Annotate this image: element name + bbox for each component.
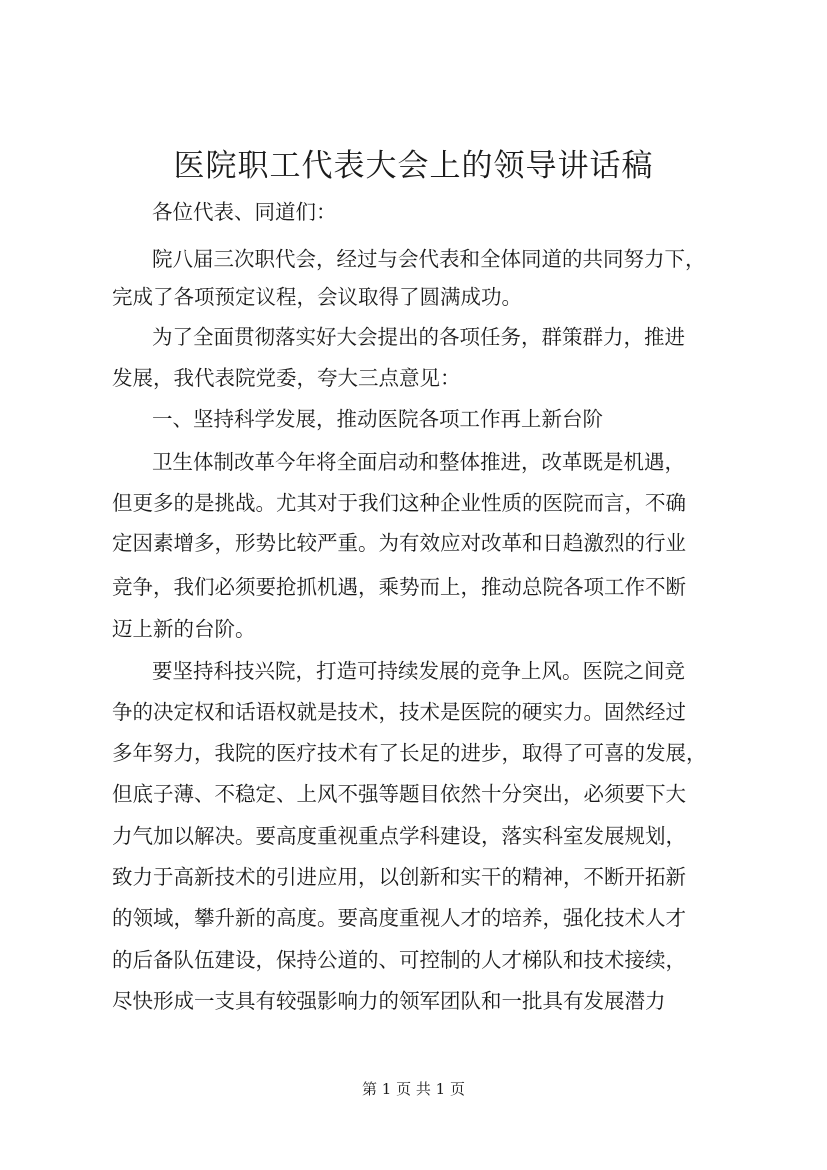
body-line: 为了全面贯彻落实好大会提出的各项任务，群策群力，推进: [152, 325, 685, 349]
section-heading: 一、坚持科学发展，推动医院各项工作再上新台阶: [152, 407, 603, 431]
page-number-footer: 第 1 页 共 1 页: [362, 1080, 465, 1098]
body-line: 各位代表、同道们：: [152, 200, 337, 224]
body-line: 的领域，攀升新的高度。要高度重视人才的培养，强化技术人才: [112, 906, 686, 930]
body-line: 但底子薄、不稳定、上风不强等题目依然十分突出，必须要下大: [112, 782, 686, 806]
body-line: 致力于高新技术的引进应用，以创新和实干的精神，不断开拓新: [112, 865, 686, 889]
body-line: 多年努力，我院的医疗技术有了长足的进步，取得了可喜的发展，: [112, 741, 707, 765]
body-line: 要坚持科技兴院，打造可持续发展的竞争上风。医院之间竞: [152, 659, 685, 683]
body-line: 发展，我代表院党委，夸大三点意见：: [112, 366, 461, 390]
body-line: 迈上新的台阶。: [112, 617, 256, 641]
body-line: 尽快形成一支具有较强影响力的领军团队和一批具有发展潜力: [112, 989, 666, 1013]
body-line: 卫生体制改革今年将全面启动和整体推进，改革既是机遇，: [152, 450, 685, 474]
body-line: 院八届三次职代会，经过与会代表和全体同道的共同努力下，: [152, 247, 706, 271]
body-line: 力气加以解决。要高度重视重点学科建设，落实科室发展规划，: [112, 824, 686, 848]
body-line: 完成了各项预定议程，会议取得了圆满成功。: [112, 285, 522, 309]
body-line: 但更多的是挑战。尤其对于我们这种企业性质的医院而言，不确: [112, 491, 686, 515]
body-line: 争的决定权和话语权就是技术，技术是医院的硬实力。固然经过: [112, 700, 686, 724]
body-line: 定因素增多，形势比较严重。为有效应对改革和日趋激烈的行业: [112, 531, 686, 555]
body-line: 的后备队伍建设，保持公道的、可控制的人才梯队和技术接续，: [112, 948, 686, 972]
document-title: 医院职工代表大会上的领导讲话稿: [173, 148, 654, 184]
body-line: 竞争，我们必须要抢抓机遇，乘势而上，推动总院各项工作不断: [112, 575, 686, 599]
